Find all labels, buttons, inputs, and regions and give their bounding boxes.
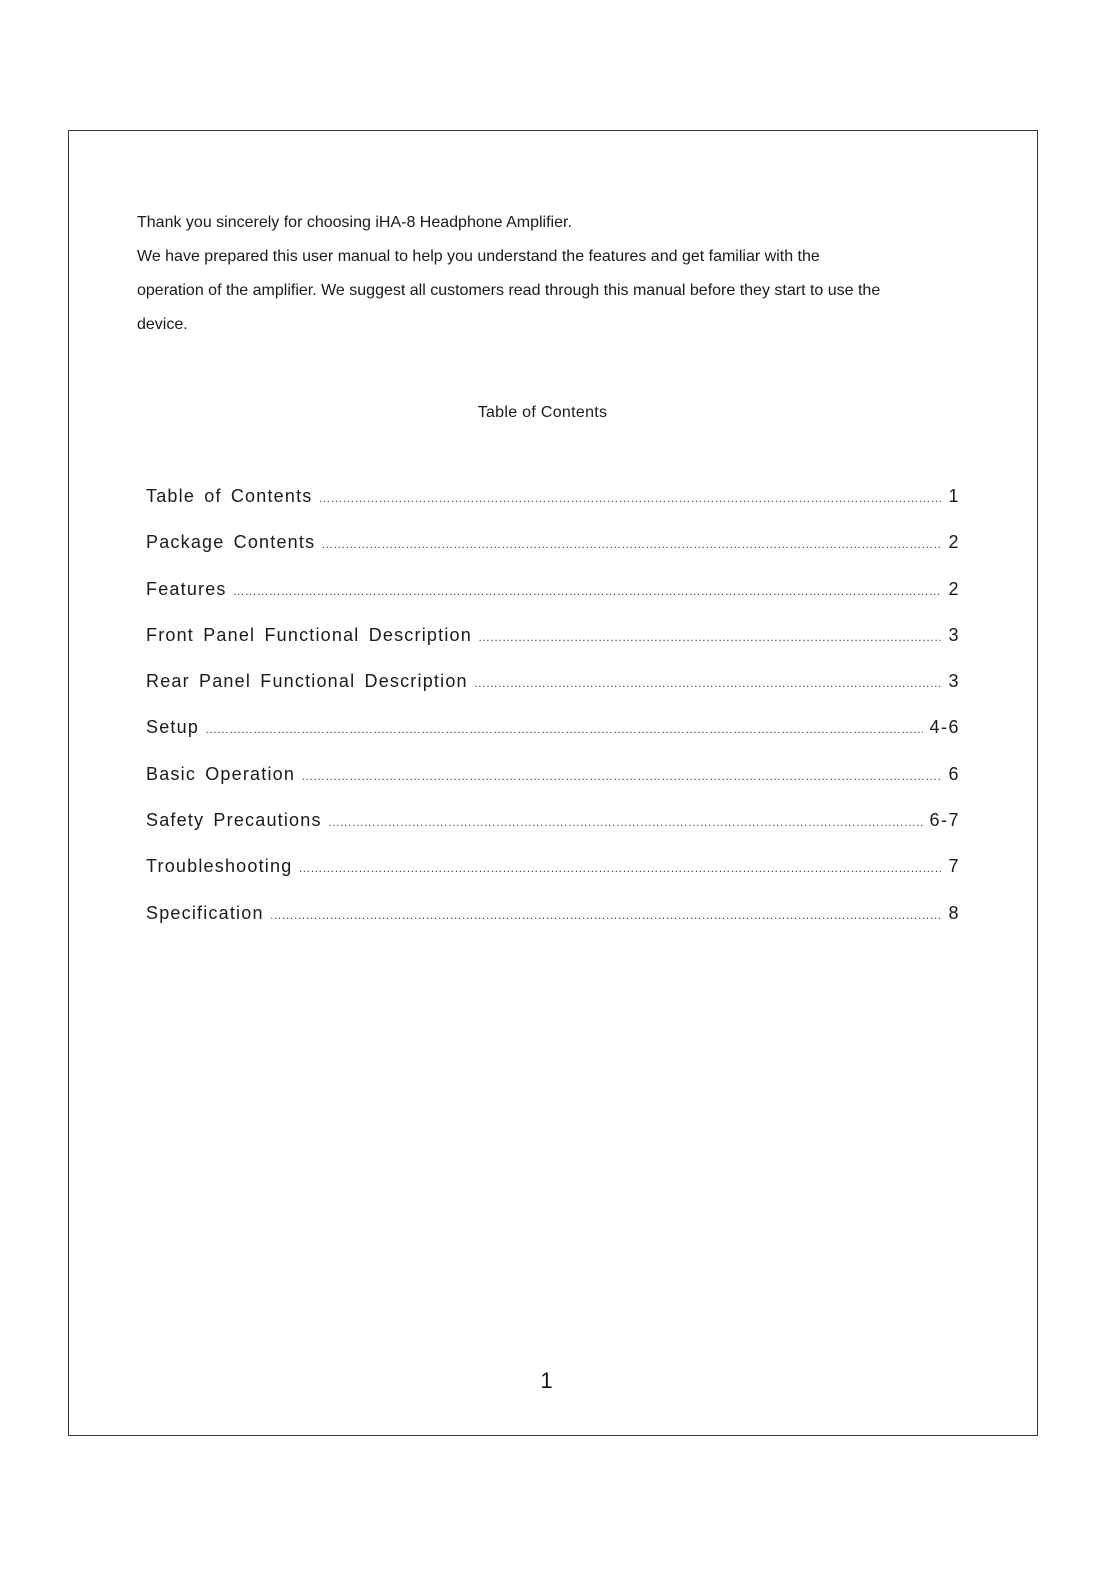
toc-entry-title: Setup (146, 717, 200, 738)
toc-entry-title: Features (146, 578, 227, 599)
toc-entry[interactable] (146, 856, 960, 902)
toc-entry-page: 2 (948, 578, 960, 599)
intro-line: We have prepared this user manual to help you understand the features and get familiar with the (137, 248, 820, 265)
toc-entry-page: 4-6 (929, 717, 960, 738)
toc-entry-page: 3 (948, 671, 960, 692)
toc-dot-leader (328, 815, 924, 829)
toc-dot-leader (233, 584, 943, 598)
toc-entry[interactable] (146, 532, 960, 578)
toc-entry-title: Front Panel Functional Description (146, 624, 472, 645)
toc-dot-leader (298, 861, 942, 875)
toc-entry-title: Specification (146, 902, 264, 923)
toc-entry[interactable] (146, 764, 960, 810)
toc-entry[interactable] (146, 625, 960, 671)
page-number: 1 (540, 1368, 553, 1393)
toc-entry-page: 3 (948, 624, 960, 645)
toc-entry-title: Basic Operation (146, 763, 296, 784)
toc-entry-title: Table of Contents (146, 486, 313, 506)
toc-heading: Table of Contents (477, 404, 608, 421)
toc-entry[interactable] (146, 810, 960, 856)
toc-entry[interactable] (146, 717, 960, 763)
intro-paragraph (137, 206, 977, 342)
intro-line: operation of the amplifier. We suggest all customers read through this manual before they start to use the (137, 282, 881, 299)
toc-entry[interactable] (146, 903, 960, 949)
toc-entry[interactable] (146, 579, 960, 625)
intro-line: Thank you sincerely for choosing iHA-8 Headphone Amplifier. (137, 214, 572, 231)
toc-dot-leader (205, 722, 923, 736)
toc-entry[interactable] (146, 671, 960, 717)
toc-entry-page: 8 (948, 902, 960, 923)
toc-entry-page: 7 (948, 856, 960, 877)
toc-entry-page: 2 (948, 532, 960, 553)
toc-entry-title: Safety Precautions (146, 810, 322, 831)
toc-dot-leader (478, 630, 943, 644)
toc-entry-title: Troubleshooting (146, 856, 293, 877)
intro-line: device. (137, 316, 188, 333)
toc-dot-leader (474, 676, 943, 690)
toc-entry-page: 6-7 (929, 810, 960, 831)
toc-entry-page: 6 (948, 763, 960, 784)
toc-dot-leader (270, 908, 943, 922)
toc-entry-page: 1 (948, 486, 960, 506)
toc-dot-leader (319, 491, 943, 505)
table-of-contents (146, 486, 960, 949)
toc-dot-leader (301, 769, 942, 783)
toc-entry[interactable] (146, 486, 960, 532)
toc-entry-title: Package Contents (146, 532, 316, 553)
toc-entry-title: Rear Panel Functional Description (146, 671, 468, 692)
toc-dot-leader (321, 537, 942, 551)
